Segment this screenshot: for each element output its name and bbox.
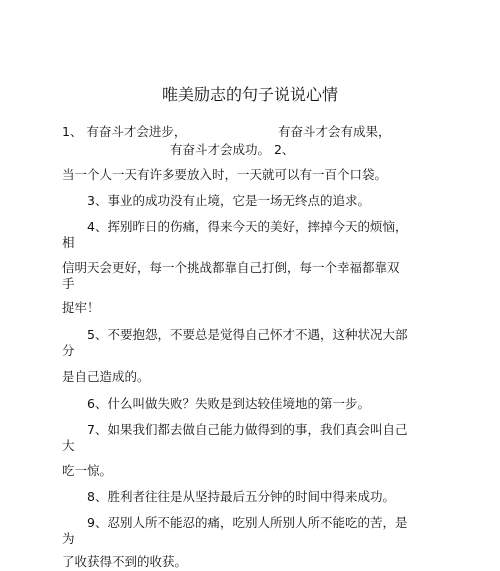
text-line-9c: 了收获得不到的收获。 (62, 554, 188, 569)
text-line-5a: 5、不要抱怨，不要总是觉得自己怀才不遇，这种状况大部 (87, 327, 408, 342)
text-line-4b: 相 (62, 235, 75, 250)
text-line-1c: 有奋斗才会成功。 2、 (170, 142, 295, 157)
text-line-2: 当一个人一天有许多要放入时，一天就可以有一百个口袋。 (62, 167, 388, 182)
text-line-9a: 9、忍别人所不能忍的痛，吃别人所别人所不能吃的苦，是 (87, 515, 408, 530)
text-line-7b: 大 (62, 438, 75, 453)
text-line-6: 6、什么叫做失败？失败是到达较佳境地的第一步。 (87, 396, 370, 411)
text-line-4c: 信明天会更好，每一个挑战都靠自己打倒，每一个幸福都靠双 (62, 260, 400, 275)
text-line-1b: 有奋斗才会有成果， (278, 124, 391, 139)
text-line-4d: 手 (62, 276, 75, 291)
text-line-1a: 1、 有奋斗才会进步， (62, 124, 187, 139)
text-line-5c: 是自己造成的。 (62, 369, 150, 384)
text-line-5b: 分 (62, 343, 75, 358)
document-title: 唯美励志的句子说说心情 (161, 85, 338, 104)
text-line-4a: 4、挥别昨日的伤痛，得来今天的美好，摔掉今天的烦恼， (87, 219, 408, 234)
text-line-9b: 为 (62, 531, 75, 546)
text-line-3: 3、事业的成功没有止境，它是一场无终点的追求。 (87, 193, 370, 208)
text-line-7c: 吃一惊。 (62, 463, 113, 478)
text-line-7a: 7、如果我们都去做自己能力做得到的事，我们真会叫自己 (87, 422, 408, 437)
text-line-8: 8、胜利者往往是从坚持最后五分钟的时间中得来成功。 (87, 489, 395, 504)
text-line-4e: 捉牢！ (62, 300, 100, 315)
